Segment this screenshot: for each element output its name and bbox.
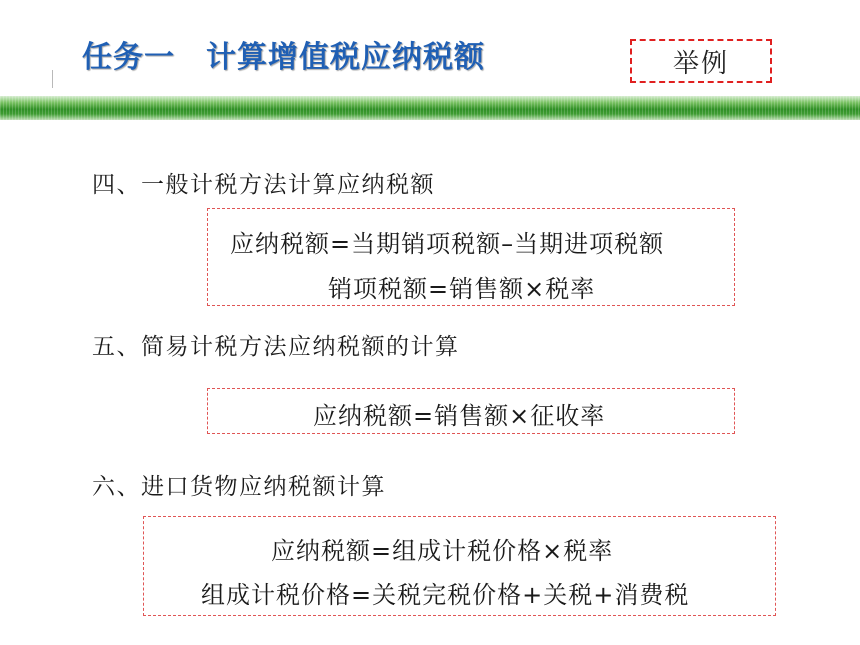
formula-line: 组成计税价格=关税完税价格+关税+消费税 — [201, 581, 690, 609]
example-label: 举例 — [672, 48, 729, 79]
formula-box-general-method — [207, 208, 735, 306]
section-heading-import-goods: 六、进口货物应纳税额计算 — [92, 474, 386, 500]
page-title: 任务一 计算增值税应纳税额 — [82, 40, 485, 75]
formula-line: 应纳税额=组成计税价格×税率 — [271, 537, 614, 565]
decorative-divider — [52, 70, 53, 88]
formula-box-import-goods — [143, 516, 776, 616]
formula-line: 应纳税额=当期销项税额–当期进项税额 — [230, 230, 665, 258]
formula-line: 销项税额=销售额×税率 — [328, 275, 596, 303]
formula-line: 应纳税额=销售额×征收率 — [313, 402, 606, 430]
header-band — [0, 96, 860, 120]
example-button[interactable] — [630, 39, 772, 83]
section-heading-general-method: 四、一般计税方法计算应纳税额 — [92, 172, 435, 198]
section-heading-simplified-method: 五、简易计税方法应纳税额的计算 — [92, 334, 460, 360]
formula-box-simplified-method — [207, 388, 735, 434]
